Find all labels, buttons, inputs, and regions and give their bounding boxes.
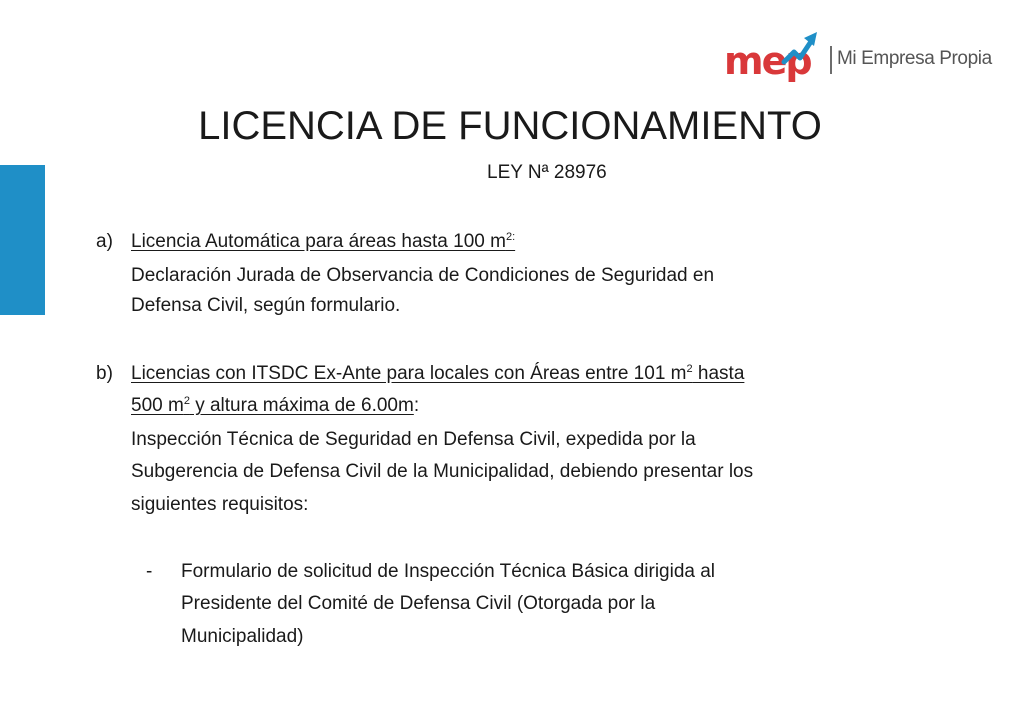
item-a-body-line-2: Defensa Civil, según formulario. [131, 295, 401, 316]
item-a-heading-text: Licencia Automática para áreas hasta 100 m [131, 231, 506, 252]
item-b-marker: b) [96, 363, 113, 384]
logo-separator [830, 46, 832, 74]
page-title: LICENCIA DE FUNCIONAMIENTO [198, 104, 822, 148]
side-accent-bar [0, 165, 45, 315]
item-b-body-line-1: Inspección Técnica de Seguridad en Defensa Civil, expedida por la [131, 429, 696, 450]
bullet-line-2: Presidente del Comité de Defensa Civil (Otorgada por la [181, 593, 656, 614]
item-a-heading-sup: 2: [505, 231, 516, 243]
item-b-heading-line-1-end: hasta [692, 363, 745, 384]
item-a-marker: a) [96, 231, 113, 252]
logo-text: Mi Empresa Propia [837, 48, 992, 69]
item-b-heading-line-2-text: 500 m [131, 395, 184, 416]
bullet-marker: - [146, 561, 153, 582]
page-subtitle: LEY Nª 28976 [487, 162, 607, 183]
item-b-heading-line-2-underlined [131, 395, 414, 416]
item-b-heading-line-2-end: y altura máxima de 6.00m [189, 395, 414, 416]
item-b-heading-line-2 [131, 393, 419, 419]
item-b-body-line-3: siguientes requisitos: [131, 494, 309, 515]
mep-logo-mark [724, 28, 819, 88]
mep-logo [708, 0, 992, 105]
bullet-line-1: Formulario de solicitud de Inspección Técnica Básica dirigida al [181, 561, 716, 582]
bullet-line-3: Municipalidad) [181, 626, 304, 647]
item-b-heading-line-2-sup: 2 [183, 395, 190, 407]
item-a-heading [131, 229, 515, 255]
item-a-body-line-1: Declaración Jurada de Observancia de Condiciones de Seguridad en [131, 265, 715, 286]
item-b-heading-line-1-sup: 2 [686, 363, 693, 375]
item-b-body-line-2: Subgerencia de Defensa Civil de la Municipalidad, debiendo presentar los [131, 461, 754, 482]
logo-word: mep [724, 39, 811, 83]
item-b-heading-line-2-colon: : [413, 395, 420, 416]
item-b-heading-line-1 [131, 361, 744, 387]
item-b-heading-line-1-text: Licencias con ITSDC Ex-Ante para locales con Áreas entre 101 m [131, 363, 687, 384]
